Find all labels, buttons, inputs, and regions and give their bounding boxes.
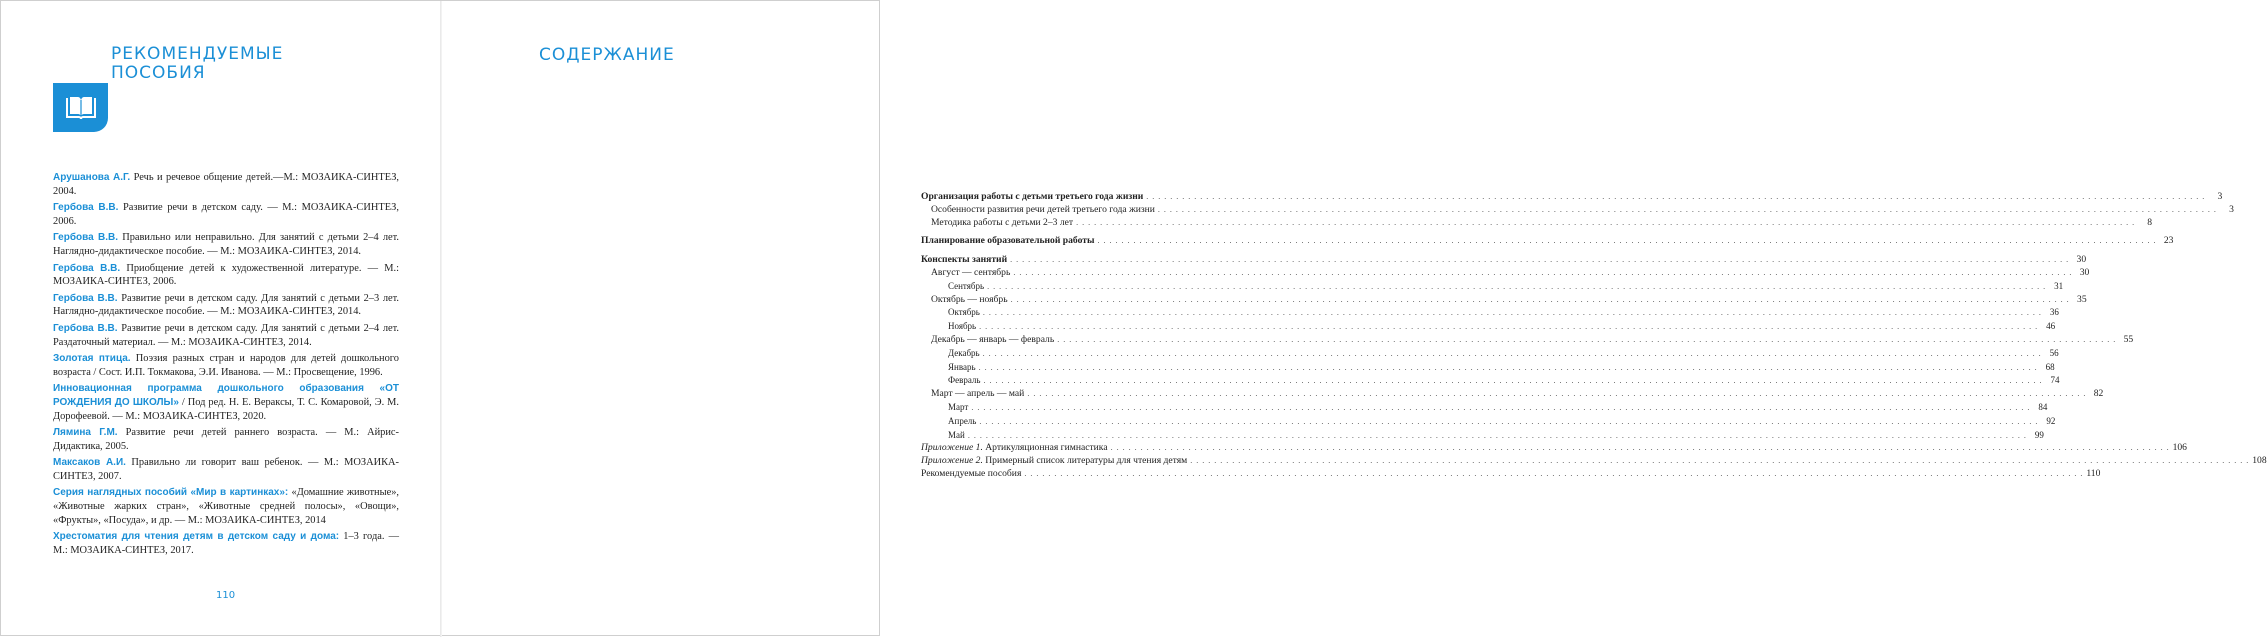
toc-leader-dots	[1158, 204, 2217, 217]
toc-entry-page: 36	[2049, 307, 2059, 318]
reference-author: Арушанова А.Г.	[53, 172, 131, 183]
toc-leader-dots	[971, 402, 2030, 415]
reference-author: Гербова В.В.	[53, 322, 118, 334]
toc-entry-title	[921, 254, 1007, 267]
references-list	[53, 171, 399, 560]
toc-entry-text: Март	[948, 401, 969, 412]
toc-entry-page: 68	[2045, 361, 2055, 372]
toc-entry-text: Конспекты занятий	[921, 254, 1008, 266]
toc-entry-page: 55	[2123, 333, 2134, 345]
reference-text: / Под ред. Н. Е. Вераксы, Т. С. Комаровой, Э. М. Дорофеевой. — М.: МОЗАИКА-СИНТЕЗ, 2020.	[53, 396, 399, 422]
reference-item	[53, 201, 399, 228]
toc-entry-text: Февраль	[948, 375, 981, 386]
toc-entry	[921, 254, 2087, 267]
toc-leader-dots	[1190, 455, 2249, 468]
toc-entry-page: 56	[2049, 347, 2059, 358]
toc-entry-title	[948, 320, 976, 333]
toc-entry-title	[931, 294, 1008, 307]
reference-text: Развитие речи детей раннего возраста. — М.: Айрис-Дидактика, 2005.	[53, 427, 399, 452]
toc-entry	[921, 401, 2048, 415]
reference-item	[53, 426, 399, 453]
toc-entry-title	[948, 306, 980, 319]
toc-entry	[921, 280, 2064, 294]
reference-author: Гербова В.В.	[53, 292, 118, 304]
toc-entry-text: Август — сентябрь	[931, 266, 1011, 278]
toc-leader-dots	[1111, 442, 2170, 455]
reference-item	[53, 530, 399, 557]
toc-leader-dots	[1076, 217, 2135, 230]
reference-author: Инновационная программа дошкольного образования «ОТ РОЖДЕНИЯ ДО ШКОЛЫ»	[53, 383, 399, 408]
toc-entry-page: 74	[2050, 375, 2060, 386]
reference-item	[53, 292, 399, 319]
reference-text: Речь и речевое общение детей.—М.: МОЗАИКА-СИНТЕЗ, 2004.	[53, 172, 400, 197]
reference-text: «Домашние животные», «Животные жарких стран», «Животные средней полосы», «Овощи», «Фрукты», «Посуда», и др. — М.: МОЗАИКА-СИНТЕЗ, 2014	[53, 487, 399, 526]
toc-entry	[921, 191, 2223, 204]
toc-leader-dots	[984, 375, 2043, 388]
toc-leader-dots	[968, 430, 2027, 443]
toc-entry-page: 31	[2054, 280, 2064, 291]
toc-entry	[921, 415, 2056, 429]
toc-entry-text: Рекомендуемые пособия	[921, 467, 1022, 479]
reference-author: Гербова В.В.	[53, 202, 119, 214]
reference-text: Правильно или неправильно. Для занятий с детьми 2–4 лет. Наглядно-дидактическое пособие. — М.: МОЗАИКА-СИНТЕЗ, 2014.	[53, 232, 399, 257]
reference-item	[53, 262, 399, 289]
toc-leader-dots	[1010, 254, 2069, 267]
recommended-heading	[111, 45, 371, 83]
toc-entry-text: Организация работы с детьми третьего года жизни	[921, 191, 1144, 202]
reference-text: Развитие речи в детском саду. — М.: МОЗАИКА-СИНТЕЗ, 2006.	[53, 202, 399, 227]
toc-entry-text: Особенности развития речи детей третьего года жизни	[931, 203, 1155, 215]
toc-entry-title	[931, 217, 1073, 230]
toc-entry-title	[921, 191, 1143, 204]
toc-entry-page: 46	[2046, 321, 2056, 332]
toc-entry	[921, 374, 2060, 388]
toc-leader-dots	[983, 348, 2042, 361]
toc-entry-title	[948, 415, 976, 428]
toc-entry-page: 23	[2163, 235, 2174, 247]
toc-entry-text: Март — апрель — май	[931, 388, 1025, 400]
toc-entry-lead: Приложение 2.	[921, 455, 983, 467]
toc-entry-text: Сентябрь	[948, 280, 985, 291]
toc-entry-text: Декабрь — январь — февраль	[931, 333, 1055, 345]
toc-leader-dots	[979, 416, 2038, 429]
reference-item	[53, 456, 399, 483]
toc-entry-page: 108	[2252, 455, 2267, 467]
reference-text: Развитие речи в детском саду. Для занятий с детьми 2–3 лет. Наглядно-дидактическое пособие. — М.: МОЗАИКА-СИНТЕЗ, 2014.	[53, 292, 399, 318]
toc-entry	[921, 347, 2059, 361]
toc-leader-dots	[1027, 388, 2086, 401]
toc-entry-title	[948, 347, 980, 360]
toc-leader-dots	[1146, 191, 2205, 204]
toc-entry	[921, 293, 2087, 307]
toc-entry-title	[948, 374, 981, 387]
toc-entry-title	[921, 235, 1094, 248]
reference-item	[53, 486, 399, 527]
toc-entry-title	[931, 334, 1054, 347]
toc-entry-title	[948, 361, 976, 374]
toc-leader-dots	[1011, 294, 2070, 307]
toc-entry-text: Артикуляционная гимнастика	[982, 442, 1108, 454]
toc-leader-dots	[979, 321, 2038, 334]
toc-entry-text: Апрель	[948, 415, 977, 426]
toc-entry-lead: Приложение 1.	[921, 442, 983, 454]
toc-entry-page: 82	[2093, 388, 2104, 400]
book-icon	[65, 95, 97, 121]
toc-leader-dots	[1013, 267, 2072, 280]
toc-entry-page: 99	[2034, 429, 2044, 440]
toc-entry-title	[921, 455, 1187, 468]
toc-entry-text: Примерный список литературы для чтения детям	[982, 455, 1188, 467]
toc-entry-page: 30	[2079, 266, 2090, 278]
toc-entry-title	[921, 468, 1021, 481]
toc-entry	[921, 361, 2055, 375]
table-of-contents	[921, 191, 2267, 481]
reference-author: Лямина Г.М.	[53, 427, 118, 439]
toc-leader-dots	[1024, 468, 2083, 481]
toc-entry-title	[948, 280, 984, 293]
reference-text: Развитие речи в детском саду. Для занятий с детьми 2–4 лет. Раздаточный материал. — М.: МОЗАИКА-СИНТЕЗ, 2014.	[53, 322, 399, 348]
reference-text: Поэзия разных стран и народов для детей дошкольного возраста / Сост. И.П. Токмакова, Э.И. Иванова. — М.: Просвещение, 1996.	[53, 353, 399, 378]
toc-entry-title	[921, 442, 1108, 455]
left-page	[1, 1, 441, 637]
toc-leader-dots	[983, 307, 2042, 320]
reference-author: Гербова В.В.	[53, 262, 121, 274]
heading-line-2: ПОСОБИЯ	[111, 63, 206, 83]
toc-entry-text: Январь	[948, 361, 976, 372]
toc-entry-title	[931, 388, 1024, 401]
reference-author: Гербова В.В.	[53, 232, 119, 244]
toc-entry	[921, 333, 2134, 347]
toc-entry-page: 8	[2147, 216, 2153, 228]
toc-entry	[921, 467, 2101, 481]
toc-entry	[921, 216, 2153, 230]
toc-entry-text: Ноябрь	[948, 321, 977, 332]
toc-entry	[921, 442, 2187, 455]
toc-leader-dots	[987, 281, 2046, 294]
toc-entry	[921, 203, 2234, 217]
reference-text: Приобщение детей к художественной литературе. — М.: МОЗАИКА-СИНТЕЗ, 2006.	[53, 262, 399, 288]
toc-entry-title	[931, 267, 1010, 280]
toc-leader-dots	[1057, 334, 2116, 347]
reference-item	[53, 382, 399, 423]
reference-author: Хрестоматия для чтения детям в детском саду и дома:	[53, 531, 340, 543]
reference-item	[53, 322, 399, 349]
reference-text: Правильно ли говорит ваш ребенок. — М.: МОЗАИКА-СИНТЕЗ, 2007.	[53, 457, 399, 482]
toc-entry-title	[948, 401, 968, 414]
reference-item	[53, 171, 399, 198]
book-badge	[53, 83, 108, 132]
toc-entry-page: 3	[2229, 203, 2234, 215]
toc-entry-page: 3	[2217, 191, 2223, 202]
toc-entry	[921, 429, 2044, 443]
toc-entry	[921, 235, 2174, 248]
toc-entry-page: 35	[2077, 293, 2087, 305]
toc-entry-page: 30	[2076, 254, 2087, 266]
reference-author: Серия наглядных пособий «Мир в картинках»:	[53, 487, 289, 499]
reference-item	[53, 352, 399, 379]
toc-entry	[921, 266, 2090, 280]
reference-author: Золотая птица.	[53, 353, 131, 365]
toc-entry	[921, 306, 2059, 320]
toc-entry-text: Май	[948, 429, 965, 440]
toc-entry-title	[948, 429, 965, 442]
toc-entry	[921, 320, 2056, 334]
toc-entry-page: 92	[2046, 415, 2056, 426]
toc-entry-page: 106	[2172, 442, 2187, 454]
page-number: 110	[216, 590, 236, 601]
reference-author: Максаков А.И.	[53, 457, 126, 469]
right-page	[441, 1, 2267, 637]
toc-entry-text: Декабрь	[948, 347, 980, 358]
toc-entry-text: Октябрь — ноябрь	[931, 293, 1008, 305]
toc-entry-page: 84	[2038, 401, 2048, 412]
contents-heading: СОДЕРЖАНИЕ	[539, 45, 675, 65]
toc-entry-page: 110	[2086, 467, 2101, 479]
reference-text: 1–3 года. — М.: МОЗАИКА-СИНТЕЗ, 2017.	[53, 531, 399, 556]
toc-leader-dots	[979, 362, 2038, 375]
toc-entry-title	[931, 204, 1155, 217]
toc-entry	[921, 388, 2104, 401]
toc-entry-text: Методика работы с детьми 2–3 лет	[931, 216, 1074, 228]
reference-item	[53, 231, 399, 258]
toc-entry	[921, 455, 2267, 468]
toc-entry-text: Планирование образовательной работы	[921, 235, 1095, 247]
toc-leader-dots	[1097, 235, 2156, 248]
toc-entry-text: Октябрь	[948, 307, 980, 318]
heading-line-1: РЕКОМЕНДУЕМЫЕ	[111, 44, 284, 64]
